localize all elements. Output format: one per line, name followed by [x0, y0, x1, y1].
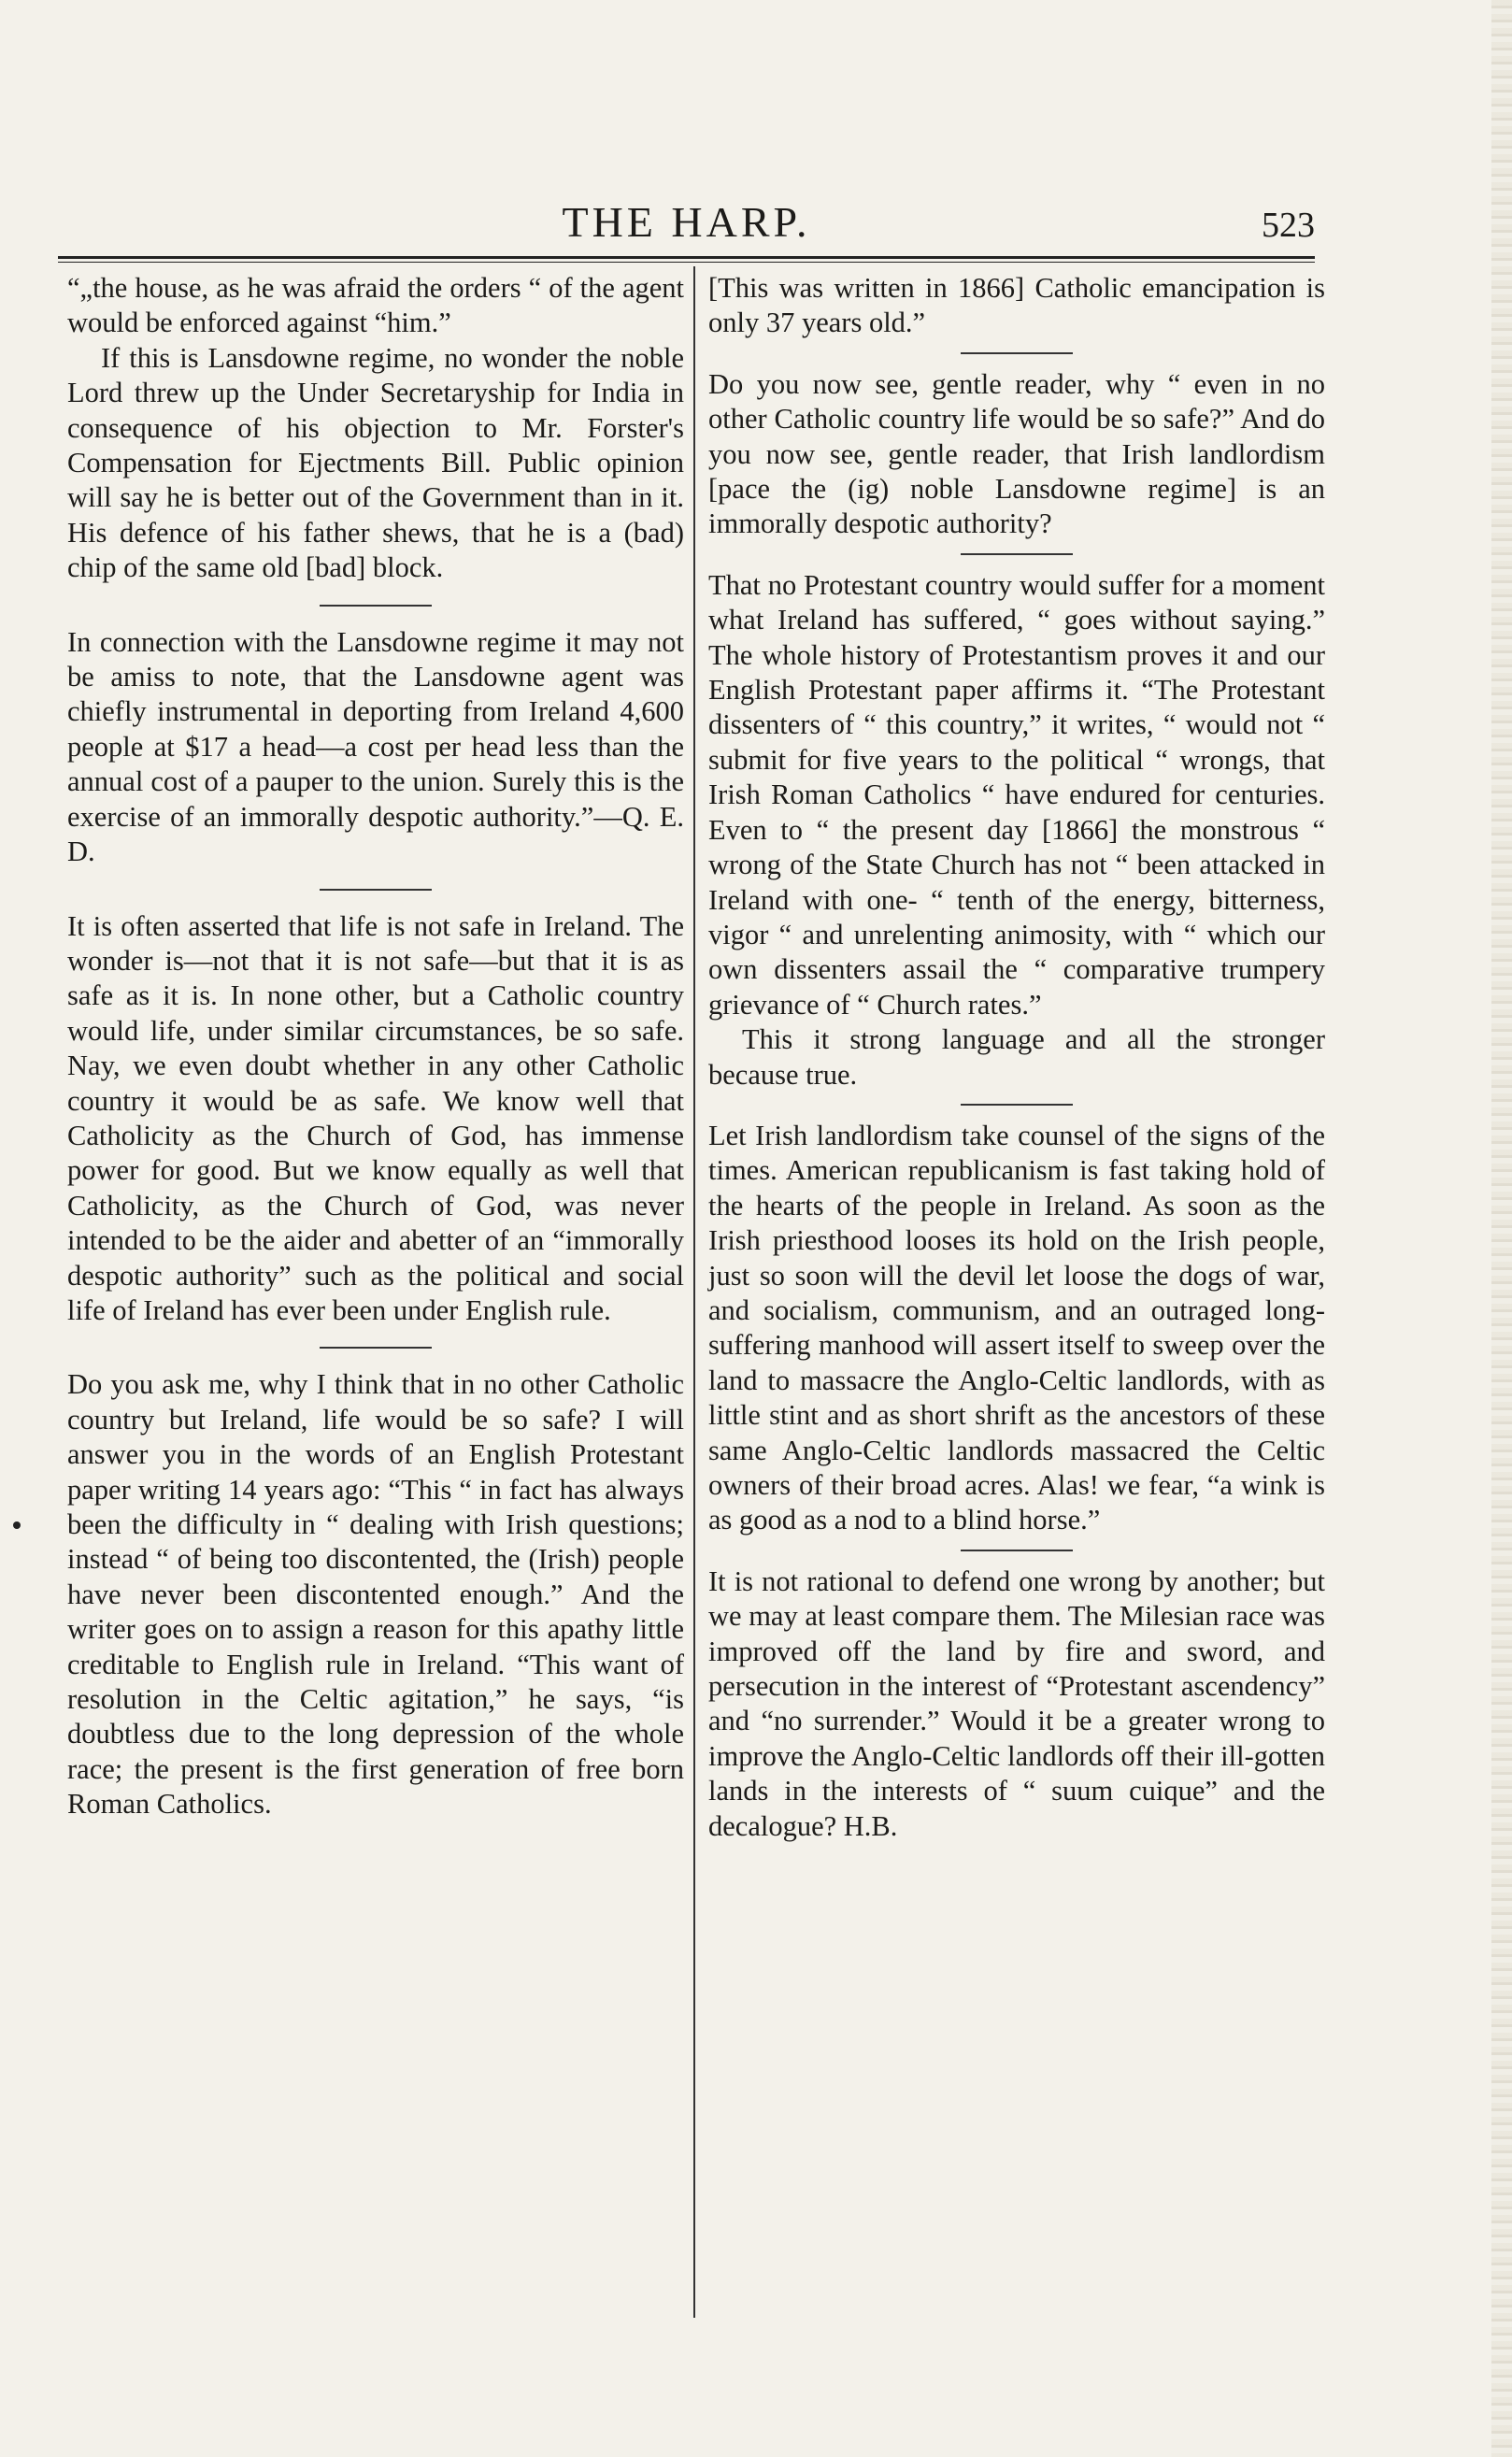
article-paragraph: [This was written in 1866] Catholic emancipation is only 37 years old.” [708, 272, 1325, 339]
section-separator [961, 1550, 1073, 1551]
article-paragraph: If this is Lansdowne regime, no wonder the noble Lord threw up the Under Secretaryship for India in consequence of his objection to Mr. Forster's Compensation for Ejectments Bill. Public opinion will say he is better out of the Government than in it. His defence of his father shews, that he is a (bad) chip of the same old [bad] block. [67, 341, 684, 584]
section-separator [320, 889, 432, 891]
article-paragraph: Let Irish landlordism take counsel of the signs of the times. American republicanism is fast taking hold of the hearts of the people in Ireland. As soon as the Irish priesthood looses its hold on the Irish people, just so soon will the devil let loose the dogs of war, and socialism, communism, and an outraged long-suffering manhood will assert itself to sweep over the land to massacre the Anglo-Celtic landlords, with as little stint and as short shrift as the ancestors of these same Anglo-Celtic landlords massacred the Celtic owners of their broad acres. Alas! we fear, “a wink is as good as a nod to a blind horse.” [708, 1119, 1325, 1536]
article-paragraph: It is not rational to defend one wrong by another; but we may at least compare them. The Milesian race was improved off the land by fire and sword, and persecution in the interest of “Protestant ascendency” and “no surrender.” Would it be a greater wrong to improve the Anglo-Celtic landlords off their ill-gotten lands in the interests of “ suum cuique” and the decalogue? H.B. [708, 1564, 1326, 1842]
article-paragraph: It is often asserted that life is not safe in Ireland. The wonder is—not that it is not safe—but that it is as safe as it is. In none other, but a Catholic country would life, under similar circumstances, be so safe. Nay, we even doubt whether in any other Catholic country it would be as safe. We know well that Catholicity as the Church of God, has immense power for good. But we know equally as well that Catholicity, as the Church of God, was never intended to be the aider and abetter of an “immorally despotic authority” such as the political and social life of Ireland has ever been under English rule. [67, 909, 684, 1326]
section-separator [320, 1347, 432, 1349]
article-paragraph: Do you ask me, why I think that in no other Catholic country but Ireland, life would be so safe? I will answer you in the words of an English Protestant paper writing 14 years ago: “This “ in fact has always been the difficulty in “ dealing with Irish questions; instead “ of being too discontented, the (Irish) people have never been discontented enough.” And the writer goes on to assign a reason for this apathy little creditable to English rule in Ireland. “This want of resolution in the Celtic agitation,” he says, “is doubtless due to the long depression of the whole race; the present is the first generation of free born Roman Catholics. [67, 1368, 684, 1821]
left-column [67, 271, 684, 1822]
right-column [708, 271, 1325, 1844]
article-paragraph: That no Protestant country would suffer for a moment what Ireland has suffered, “ goes without saying.” The whole history of Protestantism proves it and our English Protestant paper affirms it. “The Protestant dissenters of “ this country,” it writes, “ would not “ submit for five years to the political “ wrongs, that Irish Roman Catholics “ have endured for centuries. Even to “ the present day [1866] the monstrous “ wrong of the State Church has not “ been attacked in Ireland with one- “ tenth of the energy, bitterness, vigor “ and unrelenting animosity, with “ which our own dissenters assail the “ comparative trumpery grievance of “ Church rates.” [708, 568, 1325, 1021]
article-paragraph: In connection with the Lansdowne regime it may not be amiss to note, that the Lansdowne agent was chiefly instrumental in deporting from Ireland 4,600 people at $17 a head—a cost per head less than the annual cost of a pauper to the union. Surely this is the exercise of an immorally despotic authority.”—Q. E. D. [67, 625, 684, 868]
page-number: 523 [1262, 206, 1315, 245]
article-paragraph: Do you now see, gentle reader, why “ even in no other Catholic country life would be so safe?” And do you now see, gentle reader, that Irish landlordism [pace the (ig) noble Lansdowne regime] is an immorally despotic authority? [708, 367, 1325, 540]
article-paragraph: “„the house, as he was afraid the orders “ of the agent would be enforced against “him.” [67, 272, 684, 339]
margin-dot [13, 1521, 21, 1529]
header-rule [58, 256, 1315, 263]
article-paragraph: This it strong language and all the stronger because true. [708, 1023, 1325, 1091]
section-separator [961, 553, 1073, 555]
column-divider [693, 266, 695, 2318]
section-separator [320, 605, 432, 607]
section-separator [961, 352, 1073, 354]
page-edge [1491, 0, 1512, 2457]
page-header [58, 192, 1315, 257]
publication-title: THE HARP. [562, 198, 811, 246]
section-separator [961, 1104, 1073, 1106]
